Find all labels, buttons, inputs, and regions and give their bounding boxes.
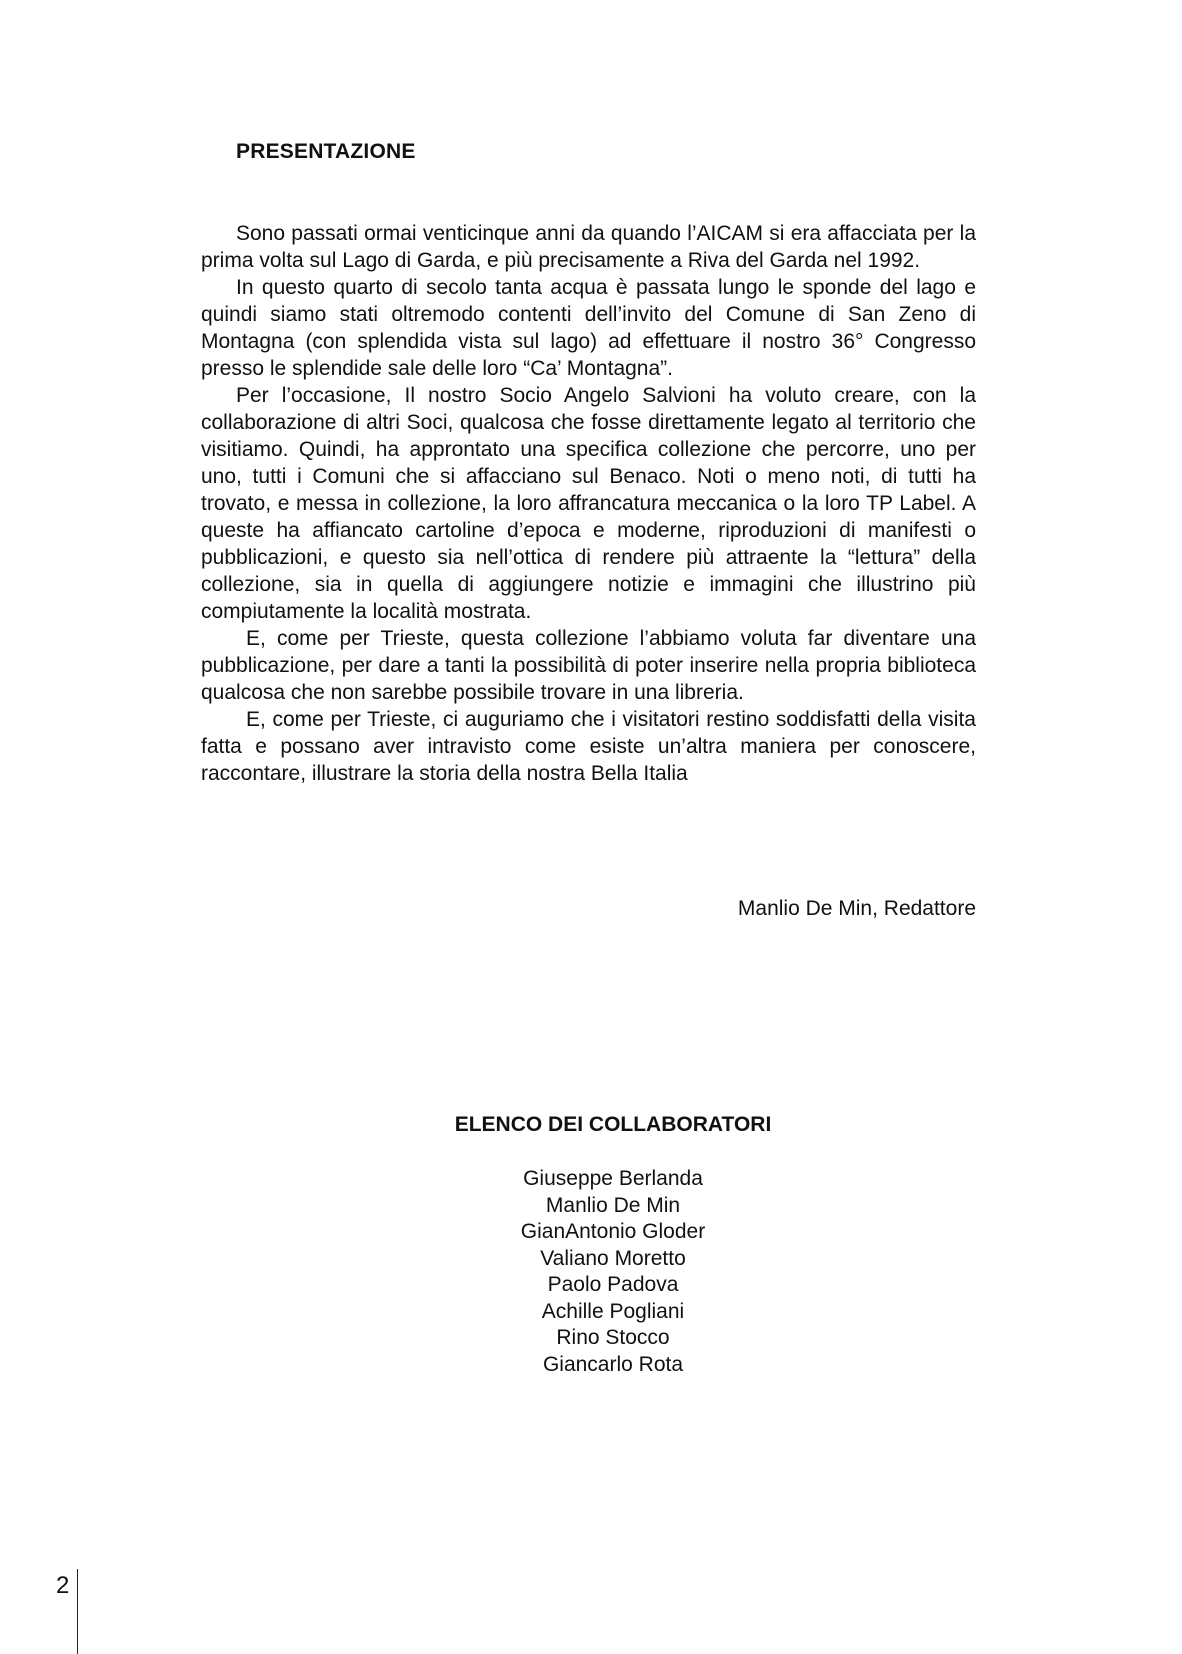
section-title-presentazione: PRESENTAZIONE [236,140,416,163]
collaborators-list [0,1166,1182,1378]
collaborator-name: Valiano Moretto [540,1246,686,1270]
paragraph: E, come per Trieste, ci auguriamo che i visitatori restino soddisfatti della visita fatta e possano aver intravisto come esiste un’altra maniera per conoscere, raccontare, illustrare la storia della nostra Bella Italia [201,708,976,785]
paragraph: Per l’occasione, Il nostro Socio Angelo Salvioni ha voluto creare, con la collaborazione di altri Soci, qualcosa che fosse direttamente legato al territorio che visitiamo. Quindi, ha approntato una specifica collezione che percorre, uno per uno, tutti i Comuni che si affacciano sul Benaco. Noti o meno noti, di tutti ha trovato, e messa in collezione, la loro affrancatura meccanica o la loro TP Label. A queste ha affiancato cartoline d’epoca e moderne, riproduzioni di manifesti o pubblicazioni, e questo sia nell’ottica di rendere più attraente la “lettura” della collezione, sia in quella di aggiungere notizie e immagini che illustrino più compiutamente la località mostrata. [201,384,976,623]
collaborator-name: Giuseppe Berlanda [523,1167,703,1190]
collaborator-name: Paolo Padova [547,1273,679,1296]
page-number: 2 [56,1572,70,1599]
page-margin-rule [77,1569,78,1654]
paragraph: E, come per Trieste, questa collezione l’abbiamo voluta far diventare una pubblicazione, per dare a tanti la possibilità di poter inserire nella propria biblioteca qualcosa che non sarebbe possibile trovare in una libreria. [201,627,976,704]
collaborator-name: Giancarlo Rota [542,1352,684,1376]
collaborator-name: Rino Stocco [556,1326,670,1349]
paragraph: In questo quarto di secolo tanta acqua è passata lungo le sponde del lago e quindi siamo stati oltremodo contenti dell’invito del Comune di San Zeno di Montagna (con splendida vista sul lago) ad effettuare il nostro 36° Congresso presso le splendide sale delle loro “Ca’ Montagna”. [201,276,976,380]
presentazione-body [201,220,976,787]
collaborator-name: Achille Pogliani [541,1299,685,1323]
paragraph: Sono passati ormai venticinque anni da quando l’AICAM si era affacciata per la prima volta sul Lago di Garda, e più precisamente a Riva del Garda nel 1992. [201,222,976,272]
signature: Manlio De Min, Redattore [737,897,976,920]
collaborator-name: GianAntonio Gloder [520,1220,706,1243]
section-title-collaboratori: ELENCO DEI COLLABORATORI [454,1113,772,1136]
collaborator-name: Manlio De Min [545,1193,681,1217]
